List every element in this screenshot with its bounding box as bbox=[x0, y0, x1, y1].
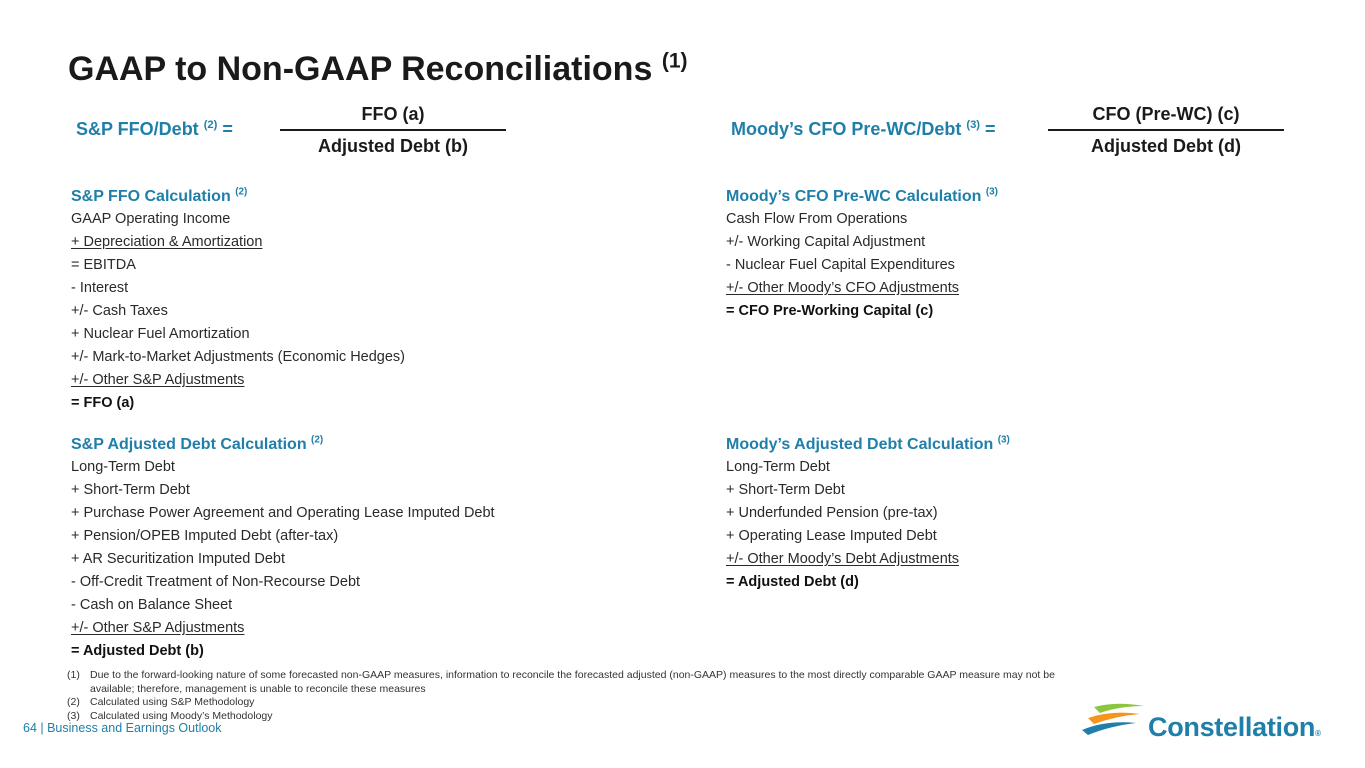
footnote-item bbox=[67, 696, 1067, 710]
moodys-debt-line: + Operating Lease Imputed Debt bbox=[726, 528, 937, 544]
moodys-cfo-debt-label: Moody’s CFO Pre-WC/Debt $^{(3)}$ = bbox=[731, 119, 996, 139]
footnote-number: (3) bbox=[67, 709, 80, 722]
footnote-item bbox=[67, 669, 1067, 696]
sp-debt-line: Long-Term Debt bbox=[71, 459, 175, 475]
sp-ffo-line: + Nuclear Fuel Amortization bbox=[71, 326, 250, 342]
footnote-number: (2) bbox=[67, 696, 80, 708]
moodys-formula-numerator: CFO (Pre-WC) (c) bbox=[1092, 104, 1240, 124]
moodys-formula-fraction-bar bbox=[1048, 129, 1284, 131]
sp-ffo-debt-formula bbox=[76, 119, 233, 140]
moodys-formula-denominator: Adjusted Debt (d) bbox=[1091, 136, 1241, 156]
page-title-footnote: (1) bbox=[661, 49, 688, 73]
footnote-text: Due to the forward-looking nature of some forecasted non-GAAP measures, information to reconcile the forecasted adjusted (non-GAAP) measures to the most directly comparable GAAP measure may not be available; therefore, management is unable to reconcile these measures bbox=[90, 669, 1055, 695]
moodys-debt-line: +/- Other Moody’s Debt Adjustments bbox=[726, 551, 960, 567]
sp-ffo-calculation-title: S&P FFO Calculation $^{(2)}$ bbox=[71, 186, 248, 205]
sp-ffo-line: +/- Cash Taxes bbox=[71, 303, 168, 319]
footnote-text: Calculated using Moody’s Methodology bbox=[90, 709, 273, 722]
sp-formula-fraction-bar bbox=[280, 129, 506, 131]
footnotes bbox=[67, 669, 1067, 723]
sp-ffo-line: +/- Other S&P Adjustments bbox=[71, 372, 245, 388]
sp-debt-line: +/- Other S&P Adjustments bbox=[71, 620, 245, 636]
page-footer: 64 | Business and Earnings Outlook bbox=[23, 721, 222, 735]
moodys-cfo-line: Cash Flow From Operations bbox=[726, 211, 908, 227]
sp-debt-total: = Adjusted Debt (b) bbox=[71, 643, 204, 659]
page-title-text: GAAP to Non-GAAP Reconciliations bbox=[68, 50, 653, 88]
sp-debt-line: + AR Securitization Imputed Debt bbox=[71, 551, 285, 567]
moodys-cfo-total: = CFO Pre-Working Capital (c) bbox=[726, 303, 934, 319]
sp-ffo-line: +/- Mark-to-Market Adjustments (Economic Hedges) bbox=[71, 349, 406, 365]
footnote-text: Calculated using S&P Methodology bbox=[90, 696, 255, 708]
moodys-debt-calculation-title: Moody’s Adjusted Debt Calculation $^{(3)}$ bbox=[726, 434, 1010, 453]
constellation-wordmark: Constellation® bbox=[1148, 712, 1321, 742]
moodys-cfo-debt-formula bbox=[731, 119, 996, 140]
moodys-cfo-calculation-title: Moody’s CFO Pre-WC Calculation $^{(3)}$ bbox=[726, 186, 998, 205]
sp-ffo-line: + Depreciation & Amortization bbox=[71, 234, 263, 250]
sp-ffo-calculation bbox=[71, 185, 405, 415]
footnote-number: (1) bbox=[67, 669, 80, 681]
sp-ffo-line: = EBITDA bbox=[71, 257, 136, 273]
sp-debt-line: - Off-Credit Treatment of Non-Recourse Debt bbox=[71, 574, 361, 590]
sp-ffo-total: = FFO (a) bbox=[71, 395, 135, 411]
moodys-debt-line: + Underfunded Pension (pre-tax) bbox=[726, 505, 938, 521]
moodys-cfo-line: +/- Working Capital Adjustment bbox=[726, 234, 926, 250]
moodys-cfo-calculation bbox=[726, 185, 998, 323]
constellation-logo bbox=[1080, 700, 1330, 750]
sp-formula-denominator: Adjusted Debt (b) bbox=[318, 136, 468, 156]
moodys-cfo-line: +/- Other Moody’s CFO Adjustments bbox=[726, 280, 960, 296]
sp-debt-line: + Pension/OPEB Imputed Debt (after-tax) bbox=[71, 528, 339, 544]
moodys-debt-calculation bbox=[726, 433, 1010, 594]
sp-ffo-line: GAAP Operating Income bbox=[71, 211, 231, 227]
sp-debt-calculation-title: S&P Adjusted Debt Calculation $^{(2)}$ bbox=[71, 434, 324, 453]
moodys-debt-line: Long-Term Debt bbox=[726, 459, 830, 475]
sp-debt-line: - Cash on Balance Sheet bbox=[71, 597, 233, 613]
constellation-swoosh-icon bbox=[1080, 702, 1146, 742]
moodys-cfo-line: - Nuclear Fuel Capital Expenditures bbox=[726, 257, 955, 273]
sp-formula-numerator: FFO (a) bbox=[361, 104, 425, 124]
sp-debt-line: + Short-Term Debt bbox=[71, 482, 190, 498]
sp-debt-line: + Purchase Power Agreement and Operating Lease Imputed Debt bbox=[71, 505, 495, 521]
sp-ffo-line: - Interest bbox=[71, 280, 129, 296]
sp-debt-calculation bbox=[71, 433, 495, 663]
moodys-debt-total: = Adjusted Debt (d) bbox=[726, 574, 859, 590]
sp-ffo-debt-label: S&P FFO/Debt $^{(2)}$ = bbox=[76, 119, 233, 139]
page-title bbox=[68, 50, 688, 89]
moodys-debt-line: + Short-Term Debt bbox=[726, 482, 845, 498]
